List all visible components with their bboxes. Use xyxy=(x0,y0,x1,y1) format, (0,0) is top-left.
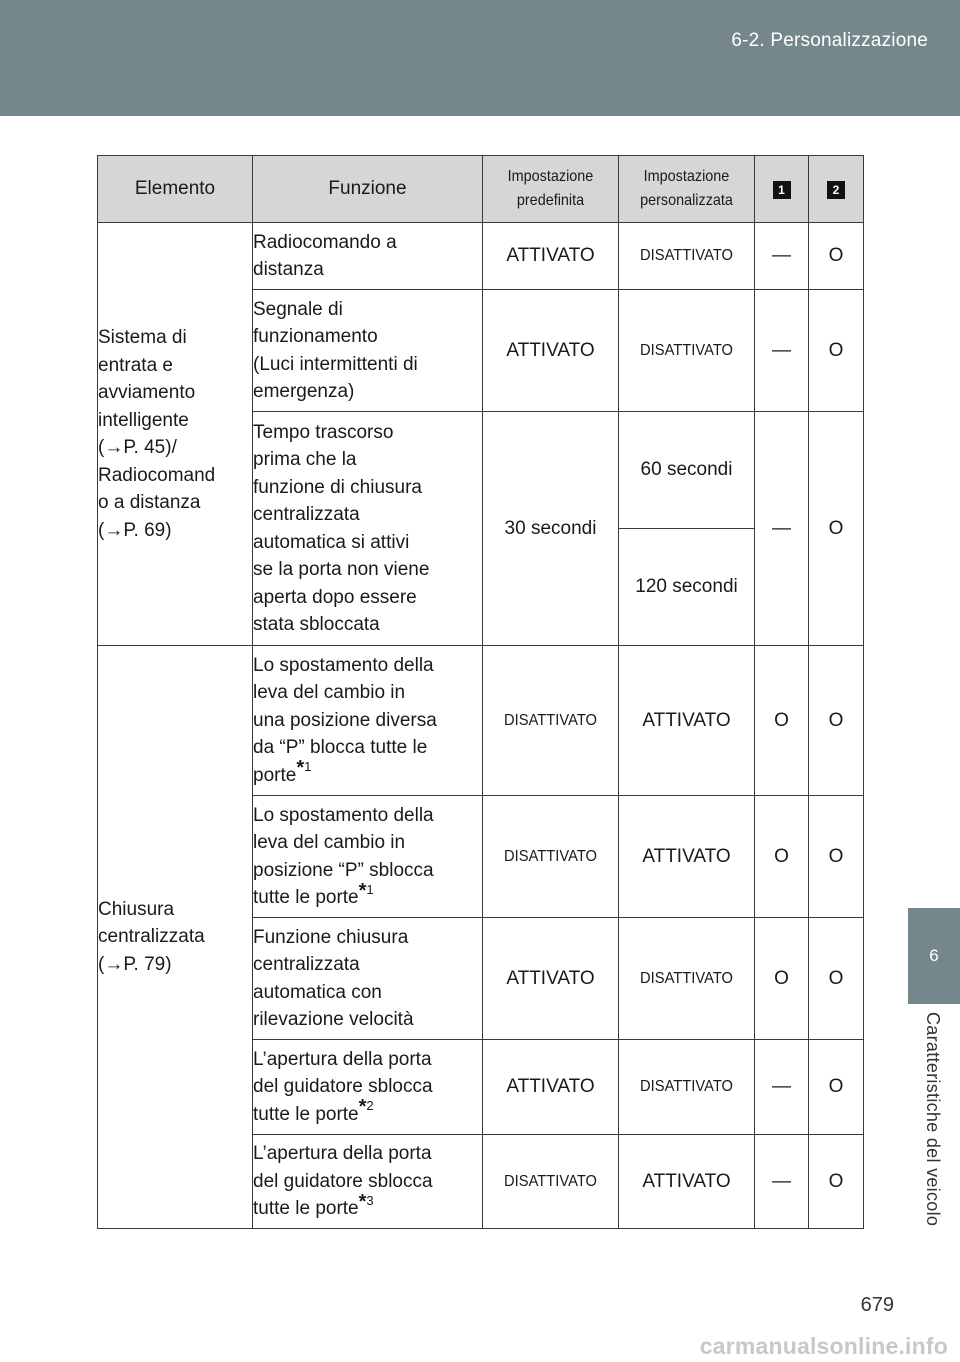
chapter-number: 6 xyxy=(929,946,939,965)
function-cell xyxy=(253,1040,483,1135)
function-line: stata sbloccata xyxy=(253,614,380,635)
default-cell xyxy=(483,796,619,918)
col2-cell: O xyxy=(809,646,864,796)
col1-cell: — xyxy=(755,1135,809,1229)
function-line: (Luci intermittenti di xyxy=(253,353,418,375)
element-line: Chiusura xyxy=(98,898,175,920)
function-line: centralizzata xyxy=(253,954,360,975)
footnote-marker: *1 xyxy=(358,879,374,902)
default-cell xyxy=(483,1135,619,1229)
function-line: emergenza) xyxy=(253,381,355,402)
col1-cell: O xyxy=(755,646,809,796)
function-line: Lo spostamento della xyxy=(253,804,434,826)
col2-cell: O xyxy=(809,290,864,412)
default-cell xyxy=(483,646,619,796)
header-col1 xyxy=(755,156,809,223)
function-line: leva del cambio in xyxy=(253,682,406,704)
header-default-line1: Impostazione xyxy=(507,168,594,185)
custom-value: DISATTIVATO xyxy=(640,969,733,987)
chapter-label-box xyxy=(908,1004,960,1264)
function-line: se la porta non viene xyxy=(253,559,430,580)
footnote-number: 3 xyxy=(366,1192,374,1208)
col1-cell: — xyxy=(755,290,809,412)
footnote-number: 1 xyxy=(304,759,312,775)
function-line: Tempo trascorso xyxy=(253,421,394,443)
function-cell xyxy=(253,1135,483,1229)
col2-cell: O xyxy=(809,918,864,1040)
header-default-line2: predefinita xyxy=(516,192,585,209)
custom-value: DISATTIVATO xyxy=(640,247,733,264)
custom-option: 60 secondi xyxy=(619,412,754,529)
table-row xyxy=(98,223,864,290)
function-line: aperta dopo essere xyxy=(253,586,417,608)
function-line: L’apertura della porta xyxy=(253,1143,432,1165)
header-element: Elemento xyxy=(98,156,253,223)
element-line: Sistema di xyxy=(98,327,187,348)
default-cell: ATTIVATO xyxy=(483,223,619,290)
function-line: Segnale di xyxy=(253,298,343,320)
function-line: prima che la xyxy=(253,449,357,470)
col2-badge: 2 xyxy=(827,181,845,199)
col1-cell: — xyxy=(755,412,809,646)
footnote-marker: *1 xyxy=(296,757,312,780)
function-line: porte xyxy=(253,764,297,786)
function-line: automatica si attivi xyxy=(253,531,410,553)
function-line: da “P” blocca tutte le xyxy=(253,737,428,759)
default-value: DISATTIVATO xyxy=(504,1172,597,1190)
table-header-row xyxy=(98,156,864,223)
function-line: L’apertura della porta xyxy=(253,1048,432,1070)
header-col2 xyxy=(809,156,864,223)
footnote-number: 1 xyxy=(366,881,374,897)
header-default xyxy=(483,156,619,223)
element-line: Radiocomand xyxy=(98,464,216,486)
header-custom-line2: personalizzata xyxy=(640,192,733,209)
function-line: automatica con xyxy=(253,981,382,1003)
default-cell: 30 secondi xyxy=(483,412,619,646)
custom-options xyxy=(619,412,754,645)
function-line: tutte le porte xyxy=(253,1103,359,1125)
col2-cell: O xyxy=(809,1040,864,1135)
col1-cell: — xyxy=(755,1040,809,1135)
element-line: (→P. 69) xyxy=(98,519,172,541)
element-cell xyxy=(98,223,253,646)
function-line: funzione di chiusura xyxy=(253,476,422,498)
col2-cell: O xyxy=(809,1135,864,1229)
function-cell xyxy=(253,223,483,290)
table-row xyxy=(98,646,864,796)
function-cell xyxy=(253,290,483,412)
page-header xyxy=(0,0,960,116)
element-line: avviamento xyxy=(98,382,196,403)
element-line: entrata e xyxy=(98,354,173,376)
custom-cell xyxy=(619,223,755,290)
custom-cell xyxy=(619,290,755,412)
function-line: del guidatore sblocca xyxy=(253,1076,433,1098)
function-cell xyxy=(253,646,483,796)
custom-cell: ATTIVATO xyxy=(619,1135,755,1229)
custom-value: DISATTIVATO xyxy=(640,1078,733,1095)
function-line: una posizione diversa xyxy=(253,709,437,731)
function-line: rilevazione velocità xyxy=(253,1009,414,1030)
footnote-marker: *3 xyxy=(358,1190,374,1213)
default-cell: ATTIVATO xyxy=(483,1040,619,1135)
function-line: posizione “P” sblocca xyxy=(253,859,434,881)
element-line: centralizzata xyxy=(98,926,205,948)
element-cell xyxy=(98,646,253,1229)
default-cell: ATTIVATO xyxy=(483,918,619,1040)
function-line: centralizzata xyxy=(253,504,360,525)
col2-cell: O xyxy=(809,796,864,918)
function-cell xyxy=(253,918,483,1040)
watermark: carmanualsonline.info xyxy=(699,1333,948,1359)
col2-cell: O xyxy=(809,412,864,646)
element-line: intelligente xyxy=(98,409,189,431)
custom-cell: ATTIVATO xyxy=(619,796,755,918)
custom-cell xyxy=(619,1040,755,1135)
chapter-label: Caratteristiche del veicolo xyxy=(923,1012,943,1227)
col1-cell: — xyxy=(755,223,809,290)
function-line: del guidatore sblocca xyxy=(253,1170,433,1192)
col1-badge: 1 xyxy=(773,181,791,199)
custom-value: DISATTIVATO xyxy=(640,341,733,359)
function-line: tutte le porte xyxy=(253,1198,359,1220)
default-value: DISATTIVATO xyxy=(504,711,597,729)
header-custom xyxy=(619,156,755,223)
function-line: Lo spostamento della xyxy=(253,654,434,676)
element-line: (→P. 45)/ xyxy=(98,437,177,458)
header-custom-line1: Impostazione xyxy=(643,168,730,185)
header-function: Funzione xyxy=(253,156,483,223)
customization-table xyxy=(97,155,864,1229)
function-line: funzionamento xyxy=(253,326,378,347)
col1-cell: O xyxy=(755,918,809,1040)
col2-cell: O xyxy=(809,223,864,290)
function-line: distanza xyxy=(253,259,324,280)
function-line: Funzione chiusura xyxy=(253,926,409,948)
col1-cell: O xyxy=(755,796,809,918)
section-title: 6-2. Personalizzazione xyxy=(731,30,928,51)
function-line: Radiocomando a xyxy=(253,231,397,253)
page-number: 679 xyxy=(860,1294,894,1316)
default-value: DISATTIVATO xyxy=(504,847,597,865)
function-cell xyxy=(253,796,483,918)
function-cell xyxy=(253,412,483,646)
default-cell: ATTIVATO xyxy=(483,290,619,412)
element-line: o a distanza xyxy=(98,492,201,513)
function-line: tutte le porte xyxy=(253,887,359,908)
custom-option: 120 secondi xyxy=(635,576,738,597)
function-line: leva del cambio in xyxy=(253,832,406,853)
chapter-tab xyxy=(908,908,960,1004)
custom-options-cell xyxy=(619,412,755,646)
element-line: (→P. 79) xyxy=(98,953,172,975)
footnote-marker: *2 xyxy=(358,1096,374,1119)
custom-cell xyxy=(619,918,755,1040)
footnote-number: 2 xyxy=(366,1098,374,1114)
custom-cell: ATTIVATO xyxy=(619,646,755,796)
